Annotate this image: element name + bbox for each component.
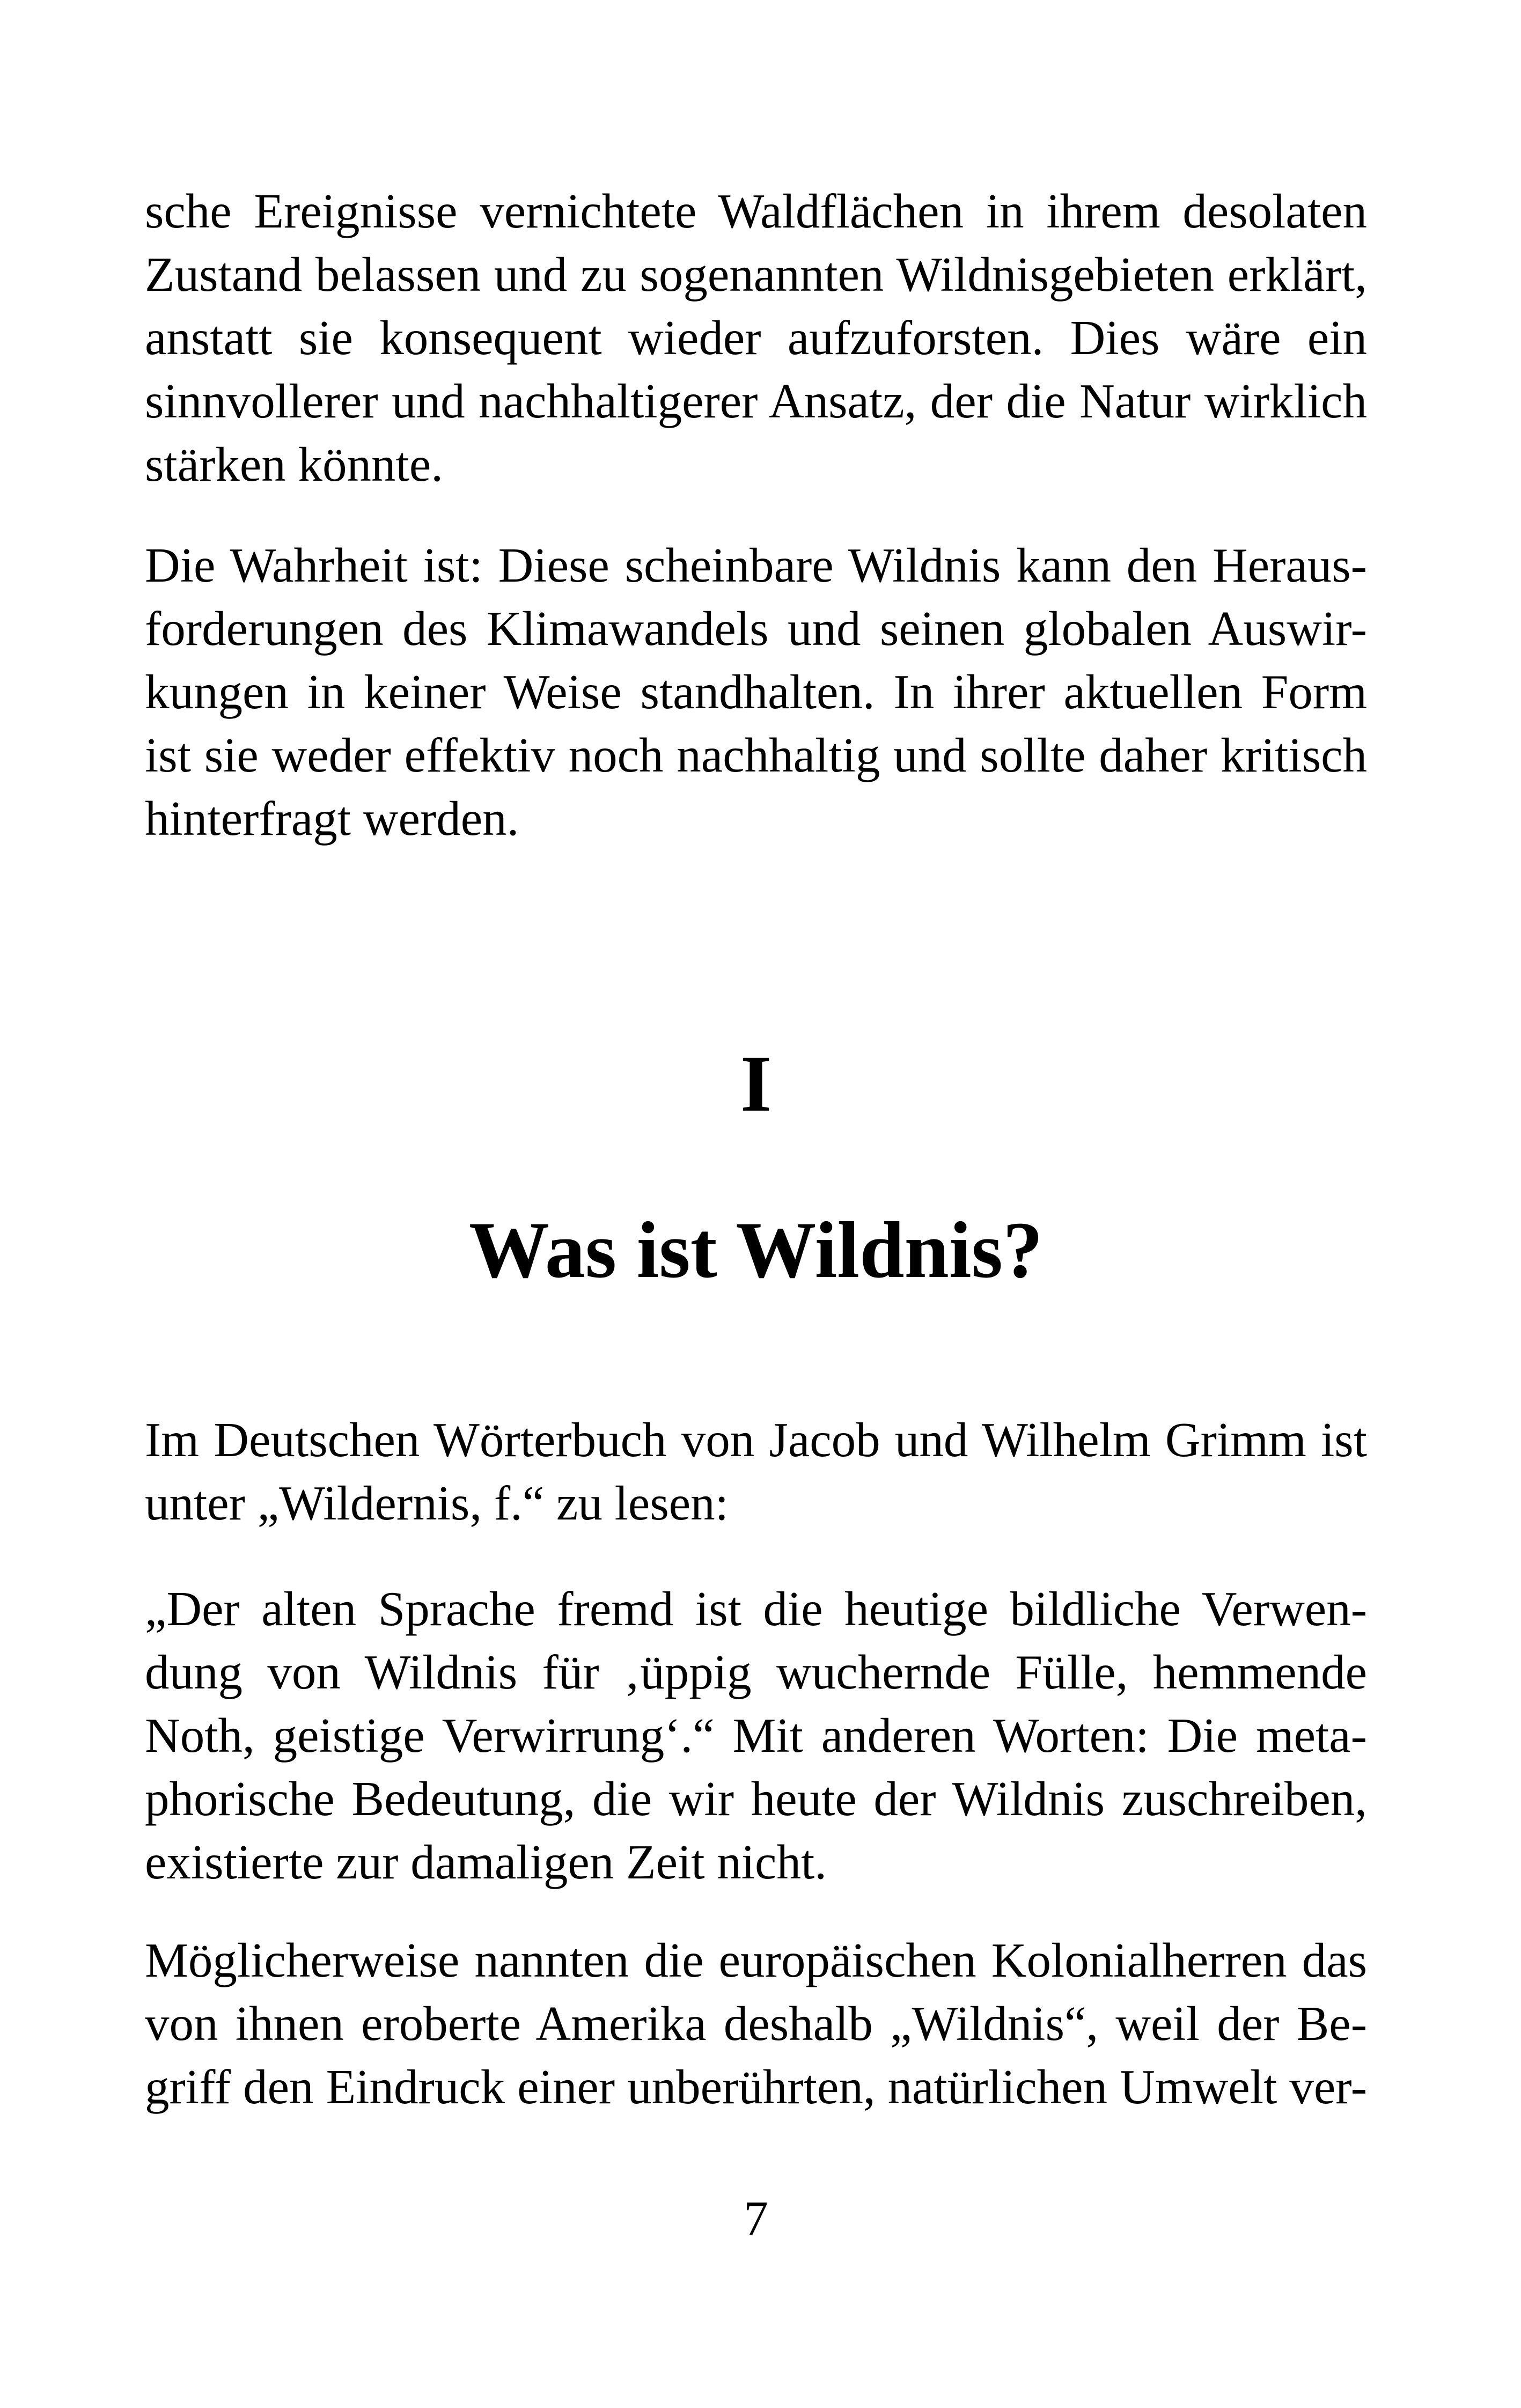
text-line: stärken könnte. — [145, 437, 443, 491]
text-line: anstatt sie konsequent wieder aufzuforsten. Dies wäre ein — [145, 311, 1367, 365]
text-line: forderungen des Klimawandels und seinen globalen Auswir- — [145, 601, 1367, 656]
text-line: Noth, geistige Verwirrung‘.“ Mit anderen Worten: Die meta- — [145, 1708, 1367, 1763]
text-line: kungen in keiner Weise standhalten. In ihrer aktuellen Form — [145, 665, 1367, 719]
text-line: hinterfragt werden. — [145, 791, 519, 846]
paragraph-4 — [145, 1577, 1367, 1894]
text-line: sche Ereignisse vernichtete Waldflächen in ihrem desolaten — [145, 184, 1367, 238]
text-line: Im Deutschen Wörterbuch von Jacob und Wilhelm Grimm ist — [145, 1413, 1367, 1467]
text-line: phorische Bedeutung, die wir heute der Wildnis zuschreiben, — [145, 1772, 1367, 1826]
text-line: Möglicherweise nannten die europäischen Kolonialherren das — [145, 1933, 1367, 1987]
paragraph-2 — [145, 534, 1367, 850]
text-line: unter „Wildernis, f.“ zu lesen: — [145, 1476, 729, 1530]
page-number: 7 — [744, 2191, 768, 2245]
text-line: Zustand belassen und zu sogenannten Wildnisgebieten erklärt, — [145, 247, 1367, 302]
book-page — [145, 0, 1367, 2408]
text-line: existierte zur damaligen Zeit nicht. — [145, 1835, 827, 1889]
text-line: ist sie weder effektiv noch nachhaltig und sollte daher kritisch — [145, 728, 1367, 782]
chapter-title: Was ist Wildnis? — [469, 1206, 1043, 1295]
text-line: sinnvollerer und nachhaltigerer Ansatz, der die Natur wirklich — [145, 374, 1367, 428]
text-line: „Der alten Sprache fremd ist die heutige bildliche Verwen- — [145, 1582, 1367, 1636]
paragraph-5 — [145, 1929, 1367, 2119]
text-line: dung von Wildnis für ‚üppig wuchernde Fülle, hemmende — [145, 1645, 1367, 1699]
chapter-number: I — [740, 1039, 772, 1128]
paragraph-3 — [145, 1408, 1367, 1535]
text-line: Die Wahrheit ist: Diese scheinbare Wildnis kann den Heraus- — [145, 538, 1367, 592]
paragraph-1 — [145, 180, 1367, 496]
text-line: von ihnen eroberte Amerika deshalb „Wildnis“, weil der Be- — [145, 1996, 1367, 2051]
text-line: griff den Eindruck einer unberührten, natürlichen Umwelt ver- — [145, 2060, 1367, 2114]
